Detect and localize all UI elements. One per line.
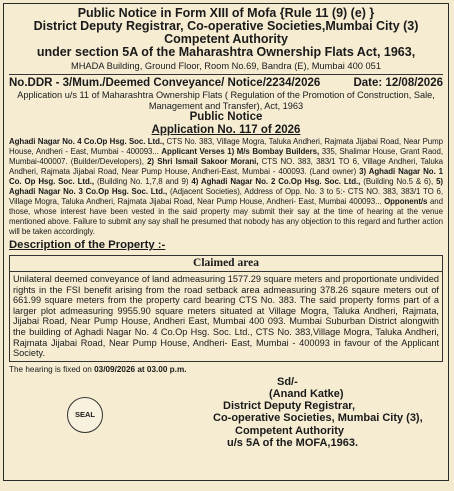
reference-number: No.DDR - 3/Mum./Deemed Conveyance/ Notice/2234/2026	[9, 77, 321, 89]
signatory-authority: Competent Authority	[235, 424, 344, 437]
public-notice-heading: Public Notice	[189, 111, 263, 123]
claimed-area-title: Claimed area	[10, 256, 442, 272]
respondent-1-address: 335, Shalimar House, Grant Raod, Mumbai-400007. (Builder/Developers),	[9, 147, 443, 166]
authority-line: District Deputy Registrar, Co-operative Societies,Mumbai City (3)	[33, 19, 419, 33]
respondent-4-detail: (Building No.5 & 6),	[360, 177, 437, 186]
seal-label: SEAL	[74, 410, 95, 420]
claimed-area-text: Unilateral deemed conveyance of land admeasuring 1577.29 square meters and proportionate undivided rights in the FSI benefit arising from the road setback area admeasuring 378.26 sqaure meters out of 661.99 square meters from the property card bearing CTS No. 383. The said property forms part of a larger plot admeasuring 9955.90 square meters situated at Village Mogra, Taluka Andheri, Rajmata, Jijabai Road, Near Pump House, Andheri East, Mumbai 400 093. Mumbai Suburban District alongwith the building of Aghadi Nagar No. 4 Co.Op Hsg. Soc. Ltd., CTS No. 383,Village Mogra, Taluka Andheri, Rajmata Jijabai Road, Near Pump House, Andheri- East, Mumbai - 400093 in favour of the Applicant Society.	[13, 274, 439, 359]
divider	[9, 74, 443, 75]
application-number: Application No. 117 of 2026	[151, 124, 301, 136]
signatory	[205, 376, 423, 449]
notice-date: Date: 12/08/2026	[353, 77, 443, 89]
hearing-datetime: 03/09/2026 at 03.00 p.m.	[94, 364, 187, 374]
signature-block	[9, 375, 443, 491]
respondent-1: Applicant Verses 1) M/s Bombay Builders,	[161, 147, 320, 156]
property-description-heading: Description of the Property :-	[9, 239, 166, 251]
signatory-section: u/s 5A of the MOFA,1963.	[227, 436, 359, 449]
respondent-5: 5) Aghadi Nagar No. 3 Co.Op Hsg. Soc. Ltd.,	[9, 177, 443, 196]
sd-mark: Sd/-	[277, 375, 298, 388]
signatory-department: Co-operative Societies, Mumbai City (3),	[213, 412, 423, 425]
claimed-area-box	[9, 255, 443, 362]
competent-authority-line: Competent Authority	[164, 32, 288, 46]
respondent-2-address: CTS NO. 383, 383/1 TO 6, Village Andheri, Taluka Andheri, Rajmata Jijabai Road, Near Pump House, Andheri-East, Mumbai - 400093. (Land owner)	[9, 157, 443, 176]
signatory-designation: District Deputy Registrar,	[223, 400, 356, 413]
hearing-line	[9, 364, 443, 375]
signatory-name: (Anand Katke)	[269, 387, 344, 400]
public-notice	[3, 3, 449, 481]
applicant-address: CTS No. 383, Village Mogra, Taluka Andheri, Rajmata Jijabai Road, Near Pump House, Andheri - East, Mumbai - 400093...	[9, 137, 444, 156]
act-section-line: under section 5A of the Maharashtra Ownership Flats Act, 1963,	[36, 45, 416, 59]
respondent-3-detail: (Building No. 1,7,8 and 9)	[94, 177, 192, 186]
opponents-label: Opponent/s	[384, 197, 428, 206]
respondent-3: 3) Aghadi Nagar No. 1 Co. Op Hsg. Soc. Ltd.,	[9, 167, 443, 186]
parties-paragraph	[9, 137, 443, 237]
application-act-line: Application u/s 11 of Maharashtra Ownership Flats ( Regulation of the Promotion of Construction, Sale, Management and Transfer), Act, 1963	[17, 90, 435, 111]
respondent-5-detail: (Adjacent Societies), Address of Opp. No. 3 to 5:- CTS NO. 383, 383/1 TO 6, Village Mogra, Taluka Andheri, Rajmata Jijabai Road, Near Pump House, Andheri- East, Mumbai 400093...	[9, 187, 444, 206]
office-address: MHADA Building, Ground Floor, Room No.69, Bandra (E), Mumbai 400 051	[70, 61, 382, 71]
reference-line	[9, 77, 443, 90]
respondent-2: 2) Shri Ismail Sakoor Morani,	[147, 157, 259, 166]
applicant-society: Aghadi Nagar No. 4 Co.Op Hsg. Soc. Ltd.,	[9, 137, 165, 146]
respondent-4: 4) Aghadi Nagar No. 2 Co.Op Hsg. Soc. Ltd.,	[191, 177, 361, 186]
hearing-prefix: The hearing is fixed on	[9, 364, 95, 374]
notice-form-title: Public Notice in Form XIII of Mofa {Rule 11 (9) (e) }	[77, 6, 375, 20]
seal-icon	[67, 397, 103, 433]
objection-text: and those, whose interest have been vested in the said property may submit their say at the time of hearing at the venue mentioned above. Failure to submit any say shall he presumed that nobody has any objection to this regard and further action will be taken accordingly.	[9, 197, 443, 236]
